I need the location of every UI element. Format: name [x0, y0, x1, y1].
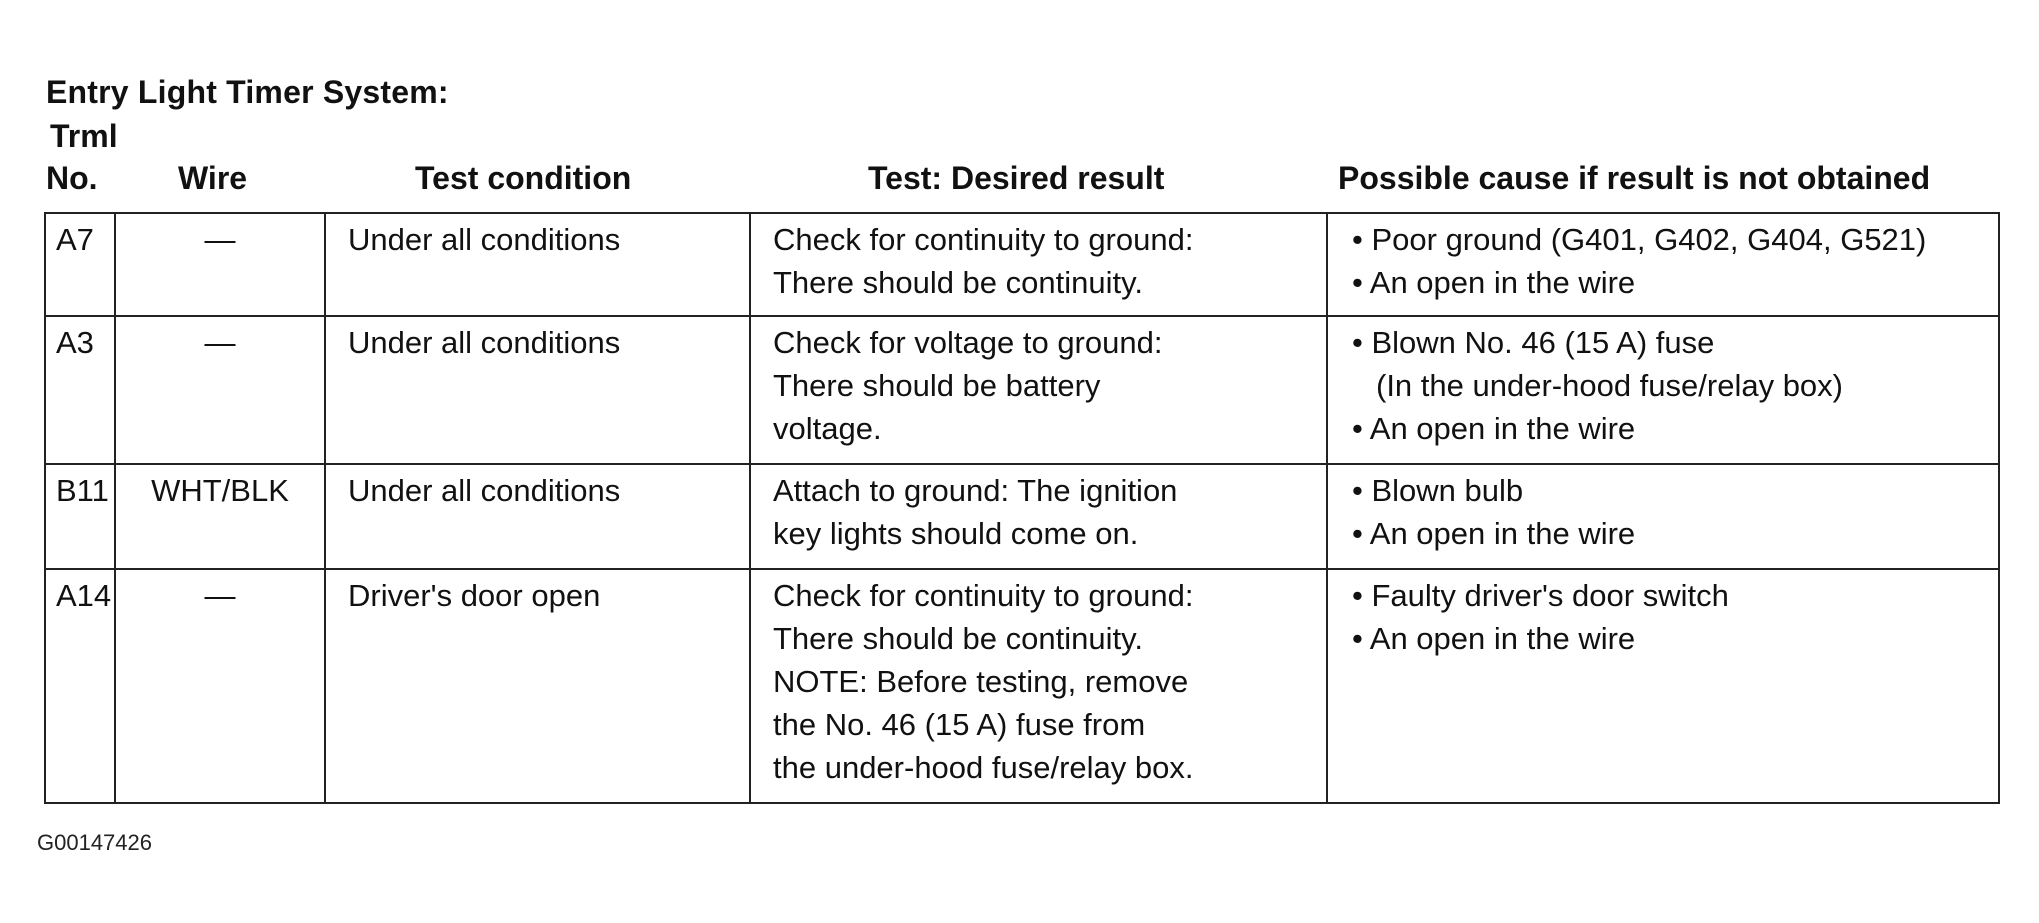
- header-desired-result: Test: Desired result: [868, 160, 1165, 196]
- test-condition: Under all conditions: [325, 316, 750, 464]
- result-line: key lights should come on.: [773, 516, 1139, 551]
- result-line: Check for continuity to ground:: [773, 222, 1194, 257]
- header-possible-cause: Possible cause if result is not obtained: [1338, 160, 1931, 196]
- desired-result: [750, 464, 1327, 569]
- test-condition: Under all conditions: [325, 464, 750, 569]
- cause-item: • An open in the wire: [1352, 512, 1988, 555]
- terminal-number: A14: [45, 569, 115, 803]
- wire-color: WHT/BLK: [115, 464, 325, 569]
- header-trml: Trml: [50, 118, 118, 154]
- table-row: [45, 464, 1999, 569]
- result-line: There should be battery: [773, 368, 1101, 403]
- wire-color: —: [115, 213, 325, 316]
- desired-result: [750, 316, 1327, 464]
- header-no: No.: [46, 160, 98, 196]
- result-line: NOTE: Before testing, remove: [773, 664, 1189, 699]
- cause-item: • An open in the wire: [1352, 407, 1988, 450]
- result-line: Attach to ground: The ignition: [773, 473, 1178, 508]
- test-table: [44, 212, 2000, 804]
- possible-cause: [1327, 464, 1999, 569]
- cause-item: • Blown bulb: [1352, 469, 1988, 512]
- result-line: Check for voltage to ground:: [773, 325, 1163, 360]
- figure-code: G00147426: [37, 830, 152, 855]
- terminal-number: A7: [45, 213, 115, 316]
- table-row: [45, 213, 1999, 316]
- result-line: There should be continuity.: [773, 621, 1143, 656]
- header-wire: Wire: [178, 160, 248, 196]
- table-row: [45, 316, 1999, 464]
- page-title: Entry Light Timer System:: [46, 74, 449, 110]
- result-line: the under-hood fuse/relay box.: [773, 750, 1194, 785]
- result-line: Check for continuity to ground:: [773, 578, 1194, 613]
- terminal-number: B11: [45, 464, 115, 569]
- result-line: There should be continuity.: [773, 265, 1143, 300]
- result-line: the No. 46 (15 A) fuse from: [773, 707, 1146, 742]
- desired-result: [750, 213, 1327, 316]
- terminal-number: A3: [45, 316, 115, 464]
- desired-result: [750, 569, 1327, 803]
- cause-item: • Faulty driver's door switch: [1352, 574, 1988, 617]
- test-condition: Under all conditions: [325, 213, 750, 316]
- wire-color: —: [115, 569, 325, 803]
- result-line: voltage.: [773, 411, 882, 446]
- header-test-condition: Test condition: [415, 160, 632, 196]
- cause-continuation: (In the under-hood fuse/relay box): [1376, 368, 1843, 403]
- possible-cause: [1327, 569, 1999, 803]
- cause-item: • An open in the wire: [1352, 617, 1988, 660]
- table-row: [45, 569, 1999, 803]
- wire-color: —: [115, 316, 325, 464]
- possible-cause: [1327, 213, 1999, 316]
- test-condition: Driver's door open: [325, 569, 750, 803]
- possible-cause: [1327, 316, 1999, 464]
- cause-item: • Poor ground (G401, G402, G404, G521): [1352, 218, 1988, 261]
- cause-item: • Blown No. 46 (15 A) fuse: [1352, 321, 1988, 364]
- cause-item: • An open in the wire: [1352, 261, 1988, 304]
